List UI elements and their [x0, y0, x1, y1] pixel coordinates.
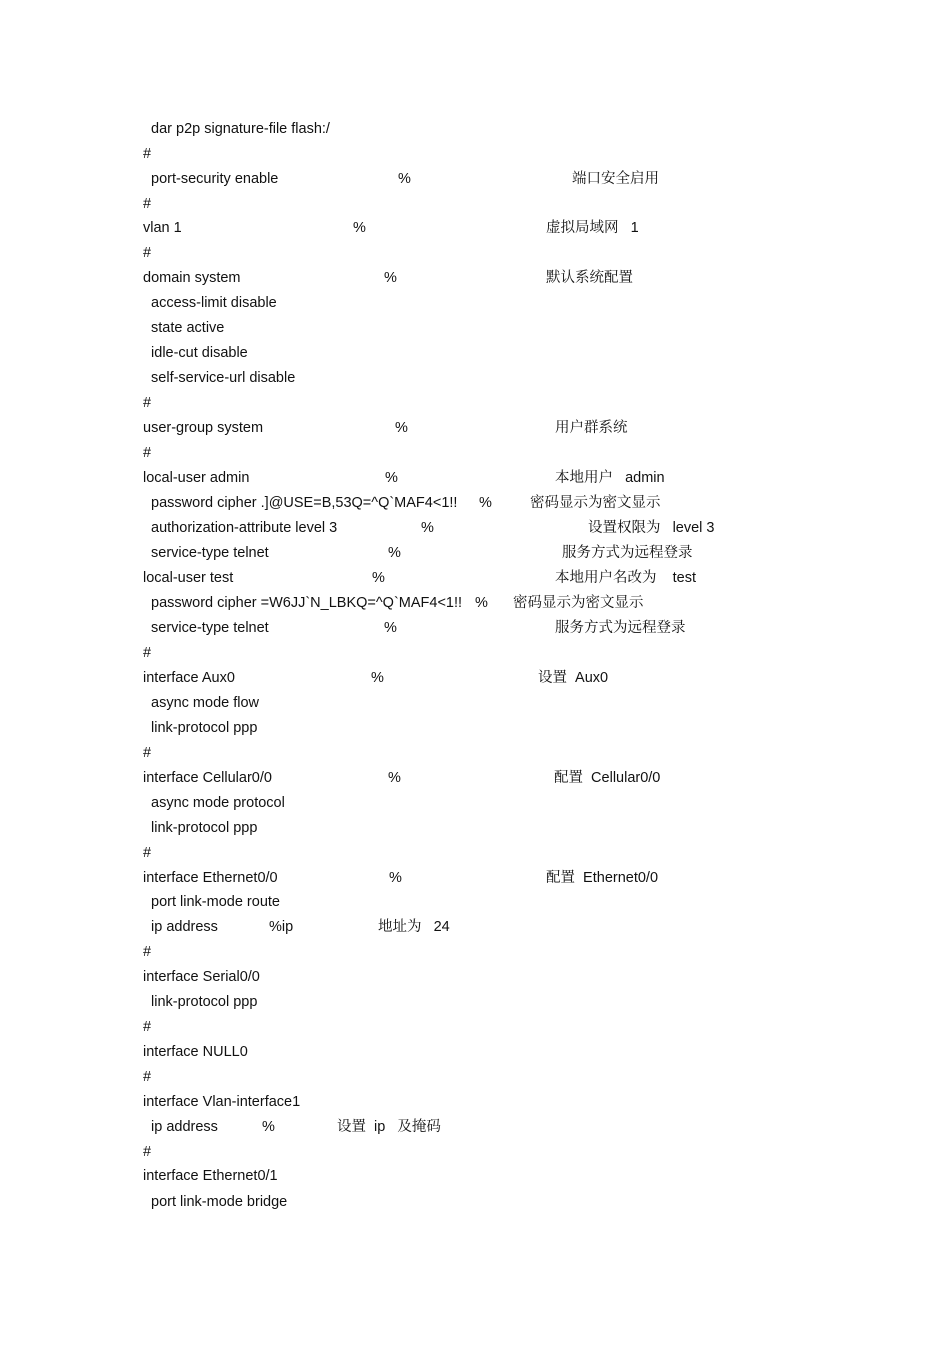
config-command: local-user test [143, 570, 234, 586]
config-line [0, 441, 950, 465]
chinese-note: 密码显示为密文显示 [530, 495, 661, 511]
config-line [0, 491, 950, 515]
chinese-note: 配置 Cellular0/0 [554, 770, 661, 786]
config-line [0, 1015, 950, 1039]
config-line [0, 616, 950, 640]
comment-marker: % [395, 420, 408, 436]
config-command: dar p2p signature-file flash:/ [147, 121, 330, 137]
chinese-note: 服务方式为远程登录 [555, 620, 686, 636]
config-command: interface Serial0/0 [143, 969, 260, 985]
chinese-note: 设置权限为 level 3 [588, 520, 715, 536]
config-command: interface Aux0 [143, 670, 235, 686]
config-line [0, 391, 950, 415]
config-command: # [143, 196, 152, 212]
config-command: interface Ethernet0/0 [143, 870, 278, 886]
config-line [0, 691, 950, 715]
config-command: vlan 1 [143, 220, 182, 236]
config-command: user-group system [143, 420, 264, 436]
comment-marker: % [398, 171, 411, 187]
config-line [0, 241, 950, 265]
config-command: self-service-url disable [147, 370, 296, 386]
config-command: password cipher =W6JJ`N_LBKQ=^Q`MAF4<1!! [147, 595, 463, 611]
config-line [0, 766, 950, 790]
config-command: link-protocol ppp [147, 994, 258, 1010]
config-command: interface NULL0 [143, 1044, 248, 1060]
comment-marker: % [389, 870, 402, 886]
chinese-note: 本地用户名改为 test [555, 570, 696, 586]
config-command: # [143, 1019, 152, 1035]
config-command: access-limit disable [147, 295, 277, 311]
comment-marker: % [479, 495, 492, 511]
chinese-note: 默认系统配置 [546, 270, 633, 286]
comment-marker: % [475, 595, 488, 611]
config-command: ip address [147, 919, 218, 935]
comment-marker: % [353, 220, 366, 236]
config-command: link-protocol ppp [147, 720, 258, 736]
config-line [0, 990, 950, 1014]
config-line [0, 1190, 950, 1214]
comment-marker: %ip [269, 919, 294, 935]
comment-marker: % [385, 470, 398, 486]
config-line [0, 1090, 950, 1114]
config-line [0, 192, 950, 216]
chinese-note: 设置 ip 及掩码 [337, 1119, 441, 1135]
config-line [0, 791, 950, 815]
config-line [0, 741, 950, 765]
chinese-note: 服务方式为远程登录 [562, 545, 693, 561]
config-line [0, 965, 950, 989]
config-command: port link-mode route [147, 894, 280, 910]
config-line [0, 366, 950, 390]
config-command: # [143, 1144, 152, 1160]
chinese-note: 用户群系统 [555, 420, 628, 436]
config-command: link-protocol ppp [147, 820, 258, 836]
comment-marker: % [371, 670, 384, 686]
config-line [0, 816, 950, 840]
config-command: # [143, 245, 152, 261]
config-command: async mode flow [147, 695, 260, 711]
config-line [0, 167, 950, 191]
config-command: interface Ethernet0/1 [143, 1168, 278, 1184]
config-command: state active [147, 320, 225, 336]
config-command: authorization-attribute level 3 [147, 520, 338, 536]
comment-marker: % [421, 520, 434, 536]
chinese-note: 密码显示为密文显示 [513, 595, 644, 611]
config-command: # [143, 944, 152, 960]
config-line [0, 466, 950, 490]
config-line [0, 866, 950, 890]
config-line [0, 266, 950, 290]
config-line [0, 641, 950, 665]
config-line [0, 142, 950, 166]
chinese-note: 配置 Ethernet0/0 [546, 870, 659, 886]
config-command: port-security enable [147, 171, 279, 187]
config-line [0, 1140, 950, 1164]
comment-marker: % [262, 1119, 275, 1135]
config-line [0, 291, 950, 315]
comment-marker: % [384, 270, 397, 286]
config-command: interface Cellular0/0 [143, 770, 272, 786]
config-command: # [143, 146, 152, 162]
config-line [0, 117, 950, 141]
config-line [0, 716, 950, 740]
config-command: # [143, 745, 152, 761]
config-line [0, 1040, 950, 1064]
config-command: # [143, 645, 152, 661]
config-line [0, 1065, 950, 1089]
config-command: ip address [147, 1119, 218, 1135]
chinese-note: 本地用户 admin [555, 470, 665, 486]
config-command: service-type telnet [147, 620, 269, 636]
comment-marker: % [384, 620, 397, 636]
comment-marker: % [372, 570, 385, 586]
config-line [0, 890, 950, 914]
chinese-note: 端口安全启用 [572, 171, 659, 187]
config-line [0, 541, 950, 565]
config-line [0, 915, 950, 939]
config-command: port link-mode bridge [147, 1194, 288, 1210]
config-command: domain system [143, 270, 241, 286]
config-line [0, 940, 950, 964]
config-command: service-type telnet [147, 545, 269, 561]
config-command: # [143, 1069, 152, 1085]
config-line [0, 566, 950, 590]
config-line [0, 416, 950, 440]
config-command: idle-cut disable [147, 345, 248, 361]
config-command: interface Vlan-interface1 [143, 1094, 301, 1110]
config-line [0, 1164, 950, 1188]
config-line [0, 316, 950, 340]
config-command: local-user admin [143, 470, 250, 486]
chinese-note: 设置 Aux0 [538, 670, 609, 686]
comment-marker: % [388, 770, 401, 786]
chinese-note: 虚拟局域网 1 [546, 220, 639, 236]
config-line [0, 841, 950, 865]
config-command: # [143, 845, 152, 861]
config-line [0, 1115, 950, 1139]
config-line [0, 666, 950, 690]
config-command: # [143, 445, 152, 461]
config-line [0, 516, 950, 540]
config-line [0, 216, 950, 240]
config-command: # [143, 395, 152, 411]
config-line [0, 591, 950, 615]
chinese-note: 地址为 24 [378, 919, 450, 935]
comment-marker: % [388, 545, 401, 561]
config-line [0, 341, 950, 365]
config-command: async mode protocol [147, 795, 285, 811]
config-command: password cipher .]@USE=B,53Q=^Q`MAF4<1!! [147, 495, 458, 511]
